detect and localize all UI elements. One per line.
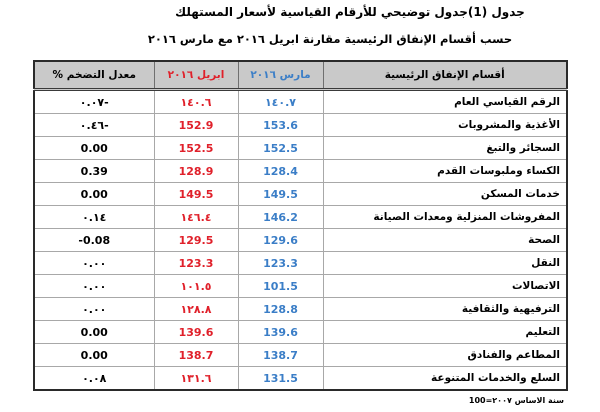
category-cell: المطاعم والفنادق xyxy=(323,344,567,367)
header-april: ابريل ٢٠١٦ xyxy=(154,61,238,90)
table-row xyxy=(34,321,567,344)
march-value: 129.6 xyxy=(238,229,323,252)
category-cell: النقل xyxy=(323,252,567,275)
table-row xyxy=(34,183,567,206)
march-value: 146.2 xyxy=(238,206,323,229)
category-cell: الاتصالات xyxy=(323,275,567,298)
march-value: 128.8 xyxy=(238,298,323,321)
table-row xyxy=(34,137,567,160)
march-value: ١٤٠.٧ xyxy=(238,90,323,114)
april-value: 149.5 xyxy=(154,183,238,206)
table-row xyxy=(34,114,567,137)
category-cell: الرقم القياسي العام xyxy=(323,90,567,114)
table-subtitle: حسب أقسام الإنفاق الرئيسية مقارنة ابريل ٢٠١٦ مع مارس ٢٠١٦ xyxy=(147,32,513,46)
april-value: ١٣١.٦ xyxy=(154,367,238,391)
category-cell: الصحة xyxy=(323,229,567,252)
april-value: ١٤٠.٦ xyxy=(154,90,238,114)
category-cell: التعليم xyxy=(323,321,567,344)
april-value: 152.9 xyxy=(154,114,238,137)
category-cell: الأغذية والمشروبات xyxy=(323,114,567,137)
march-value: 139.6 xyxy=(238,321,323,344)
april-value: 139.6 xyxy=(154,321,238,344)
april-value: 152.5 xyxy=(154,137,238,160)
april-value: 123.3 xyxy=(154,252,238,275)
header-row xyxy=(34,61,567,90)
march-value: 152.5 xyxy=(238,137,323,160)
table-row xyxy=(34,367,567,391)
table-row xyxy=(34,160,567,183)
table-row xyxy=(34,275,567,298)
inflation-value: ٠.٤٦- xyxy=(34,114,154,137)
march-value: 149.5 xyxy=(238,183,323,206)
march-value: 153.6 xyxy=(238,114,323,137)
april-value: 138.7 xyxy=(154,344,238,367)
inflation-value: ٠.٠٧- xyxy=(34,90,154,114)
table-row xyxy=(34,206,567,229)
inflation-value: 0.39 xyxy=(34,160,154,183)
inflation-value: ٠.٠٨ xyxy=(34,367,154,391)
header-inflation: معدل التضخم % xyxy=(34,61,154,90)
inflation-value: ٠.١٤ xyxy=(34,206,154,229)
march-value: 123.3 xyxy=(238,252,323,275)
inflation-value: ٠.٠٠ xyxy=(34,252,154,275)
march-value: 128.4 xyxy=(238,160,323,183)
table-row xyxy=(34,344,567,367)
inflation-value: ٠.٠٠ xyxy=(34,275,154,298)
header-category: أقسام الإنفاق الرئيسية xyxy=(323,61,567,90)
header-march: مارس ٢٠١٦ xyxy=(238,61,323,90)
category-cell: خدمات المسكن xyxy=(323,183,567,206)
inflation-value: 0.00 xyxy=(34,183,154,206)
april-value: 128.9 xyxy=(154,160,238,183)
table-row xyxy=(34,252,567,275)
table-row xyxy=(34,229,567,252)
april-value: 129.5 xyxy=(154,229,238,252)
table-row xyxy=(34,90,567,114)
table-title: جدول (1)جدول توضيحي للأرقام القياسية لأسعار المستهلك xyxy=(175,5,525,19)
table-row xyxy=(34,298,567,321)
april-value: ١٤٦.٤ xyxy=(154,206,238,229)
category-cell: السلع والخدمات المتنوعة xyxy=(323,367,567,391)
april-value: ١٠١.٥ xyxy=(154,275,238,298)
march-value: 101.5 xyxy=(238,275,323,298)
inflation-value: -0.08 xyxy=(34,229,154,252)
base-year-note: سنة الاساس ٢٠٠٧=100 xyxy=(468,396,564,405)
march-value: 131.5 xyxy=(238,367,323,391)
category-cell: المفروشات المنزلية ومعدات الصيانة xyxy=(323,206,567,229)
inflation-value: 0.00 xyxy=(34,137,154,160)
march-value: 138.7 xyxy=(238,344,323,367)
april-value: ١٢٨.٨ xyxy=(154,298,238,321)
category-cell: الترفيهية والثقافية xyxy=(323,298,567,321)
cpi-table xyxy=(33,60,568,391)
inflation-value: ٠.٠٠ xyxy=(34,298,154,321)
category-cell: السجائر والتبغ xyxy=(323,137,567,160)
inflation-value: 0.00 xyxy=(34,321,154,344)
category-cell: الكساء وملبوسات القدم xyxy=(323,160,567,183)
inflation-value: 0.00 xyxy=(34,344,154,367)
